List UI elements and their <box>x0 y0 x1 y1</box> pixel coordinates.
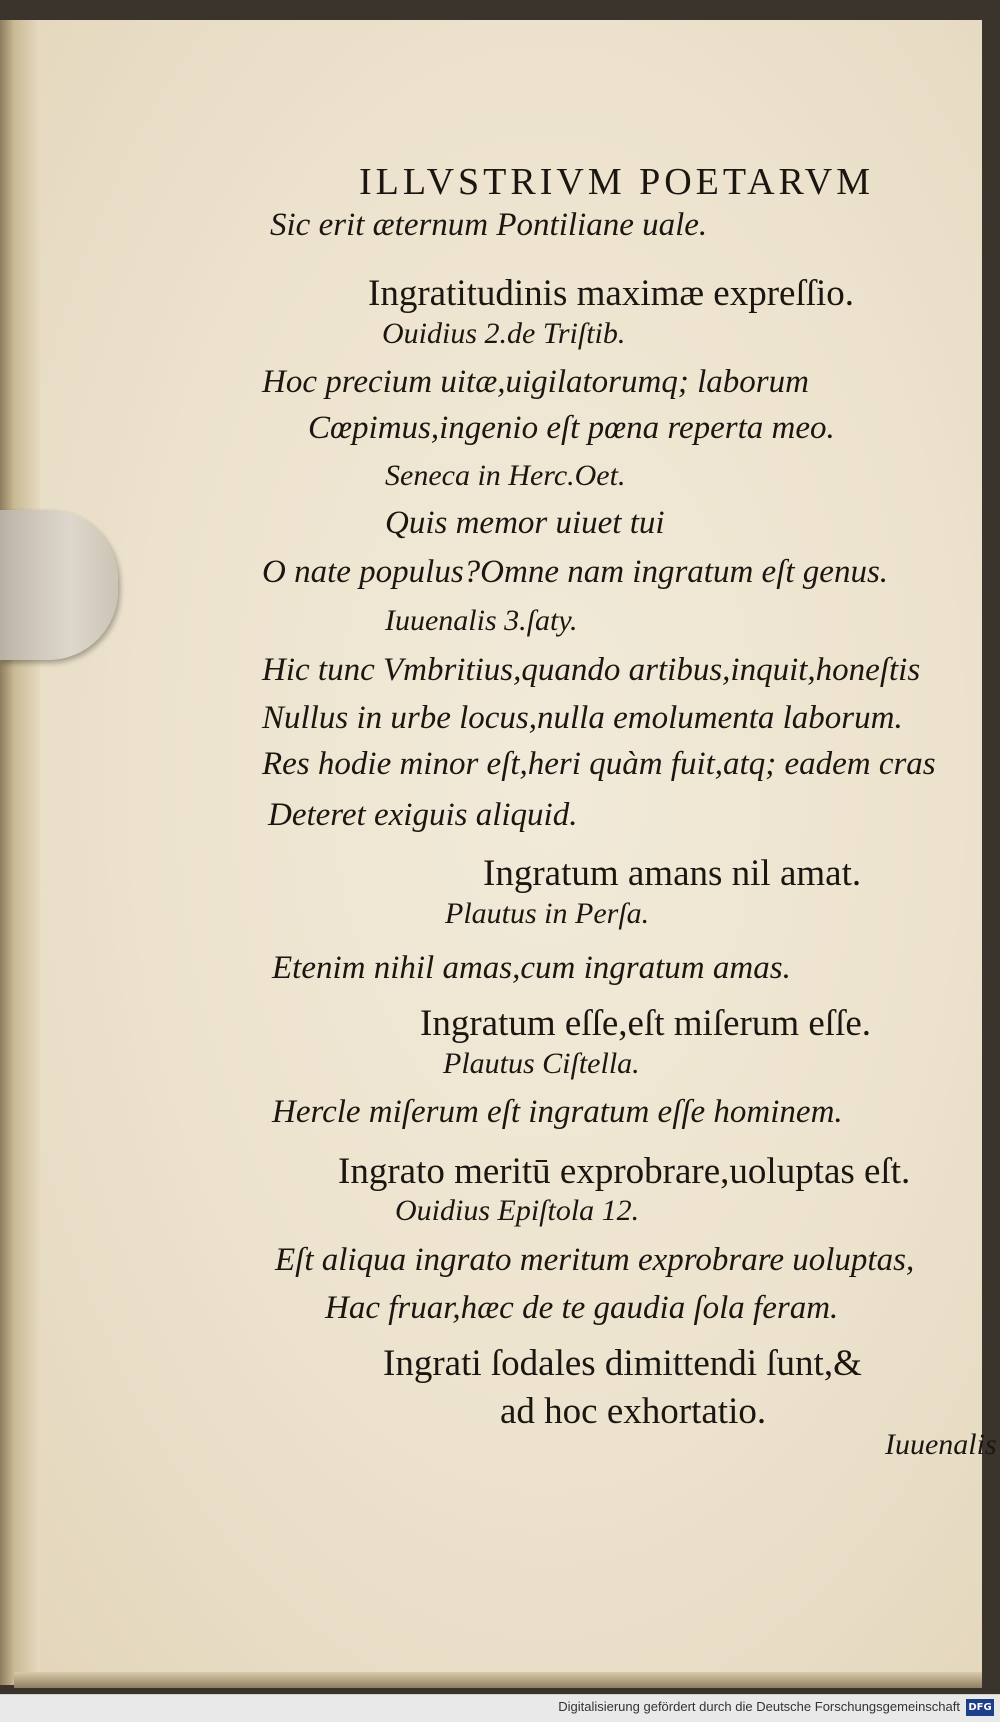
text-line: Cœpimus,ingenio eſt pœna reperta meo. <box>308 410 835 446</box>
text-line: Ingratum amans nil amat. <box>483 853 862 894</box>
text-line: Ingrato meritū exprobrare,uoluptas eſt. <box>338 1151 911 1192</box>
text-line: Eſt aliqua ingrato meritum exprobrare uoluptas, <box>275 1242 915 1278</box>
text-line: Deteret exiguis aliquid. <box>268 797 578 833</box>
text-line: Quis memor uiuet tui <box>385 505 665 541</box>
footer-credit: Digitalisierung gefördert durch die Deutsche Forschungsgemeinschaft <box>558 1699 960 1714</box>
page-edge-bottom <box>14 1672 982 1688</box>
text-line: Ouidius Epiſtola 12. <box>395 1194 640 1227</box>
page-edge-left <box>0 20 40 1685</box>
text-line: Iuuenalis 3.ſaty. <box>385 604 578 637</box>
text-line: Ingrati ſodales dimittendi ſunt,& <box>383 1343 862 1384</box>
book-page <box>14 20 997 1685</box>
footer-bar <box>0 1694 1000 1722</box>
text-line: Res hodie minor eſt,heri quàm fuit,atq; eadem cras <box>262 746 936 782</box>
running-head: ILLVSTRIVM POETARVM <box>359 161 875 203</box>
text-line: O nate populus?Omne nam ingratum eſt genus. <box>262 554 889 590</box>
dfg-logo: DFG <box>966 1699 994 1716</box>
text-line: Hoc precium uitæ,uigilatorumq; laborum <box>262 364 809 400</box>
text-line: Hic tunc Vmbritius,quando artibus,inquit,honeſtis <box>262 652 921 688</box>
text-line: Plautus in Perſa. <box>445 897 650 930</box>
text-line: Nullus in urbe locus,nulla emolumenta laborum. <box>262 700 903 736</box>
text-line: Ingratitudinis maximæ expreſſio. <box>368 273 855 314</box>
text-line: Seneca in Herc.Oet. <box>385 459 626 492</box>
text-line: Iuuenalis <box>885 1428 997 1461</box>
text-line: Plautus Ciſtella. <box>443 1047 640 1080</box>
text-line: Sic erit æternum Pontiliane uale. <box>270 207 708 243</box>
text-line: Etenim nihil amas,cum ingratum amas. <box>272 950 791 986</box>
text-line: Ouidius 2.de Triſtib. <box>382 317 626 350</box>
text-line: Hercle miſerum eſt ingratum eſſe hominem. <box>272 1094 843 1130</box>
text-line: ad hoc exhortatio. <box>500 1391 767 1432</box>
text-line: Hac fruar,hæc de te gaudia ſola feram. <box>325 1290 839 1326</box>
text-line: Ingratum eſſe,eſt miſerum eſſe. <box>420 1003 872 1044</box>
